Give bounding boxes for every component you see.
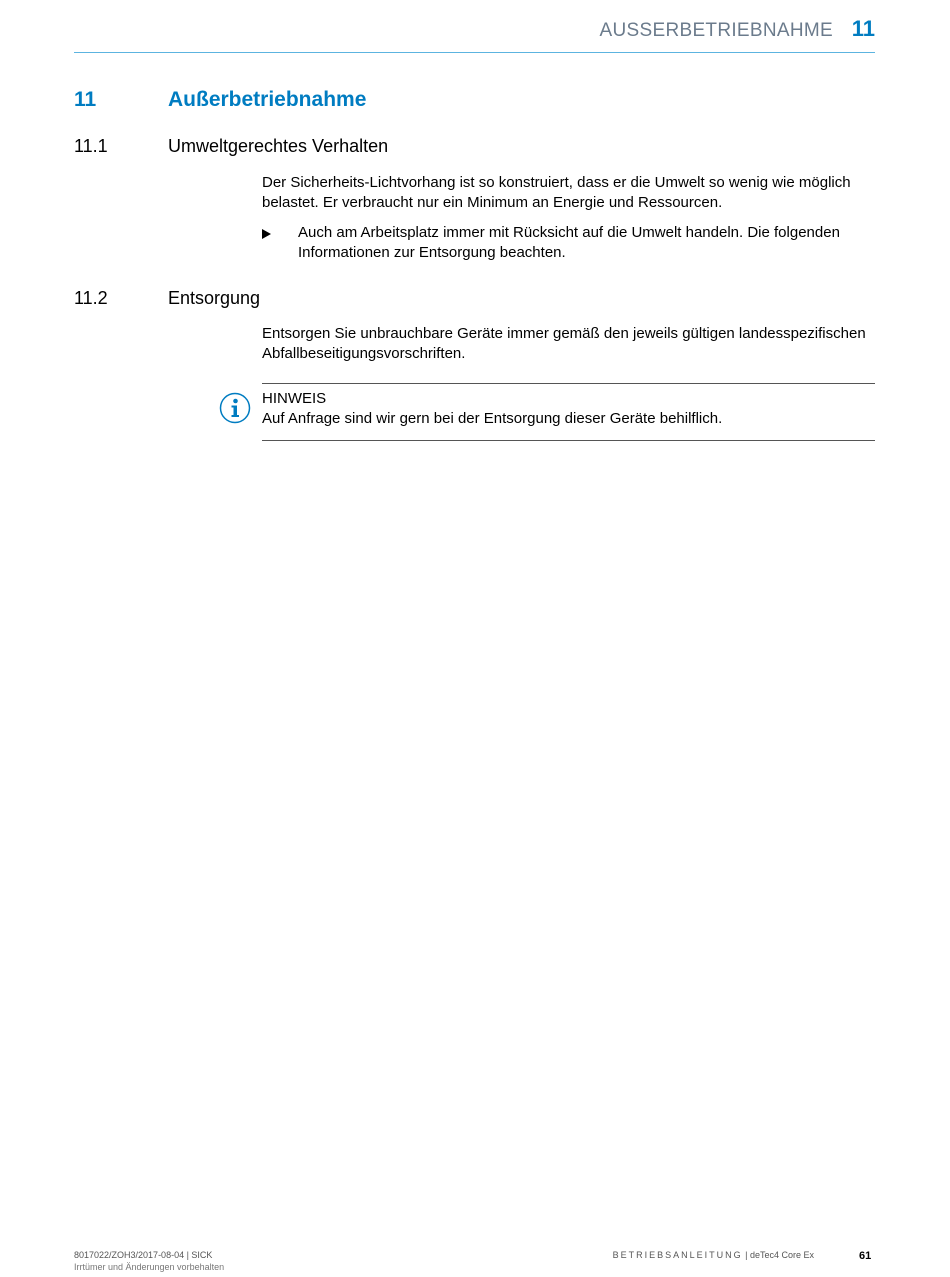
header-section-title: AUSSERBETRIEBNAHME (599, 20, 833, 41)
section-number: 11.1 (74, 136, 108, 156)
footer-disclaimer: Irrtümer und Änderungen vorbehalten (74, 1262, 225, 1272)
note-box (262, 383, 875, 441)
section-number: 11.2 (74, 288, 108, 308)
footer-doc-info (613, 1250, 814, 1260)
page-number: 61 (859, 1250, 872, 1262)
section-paragraph: Entsorgen Sie unbrauchbare Geräte immer gemäß den jeweils gültigen landesspezifischen Abfallbeseitigungsvorschriften. (262, 325, 866, 362)
page-header (74, 14, 875, 53)
footer-separator: | (742, 1250, 750, 1260)
info-icon (219, 392, 251, 424)
footer-product: deTec4 Core Ex (749, 1250, 814, 1260)
header-section-number: 11 (851, 16, 875, 41)
footer-doc-id: 8017022/ZOH3/2017-08-04 | SICK (74, 1250, 213, 1260)
section-title: Entsorgung (168, 288, 261, 308)
note-label: HINWEIS (262, 390, 327, 407)
bullet-text: Auch am Arbeitsplatz immer mit Rücksicht auf die Umwelt handeln. Die folgenden Informationen zur Entsorgung beachten. (298, 224, 840, 261)
bullet-triangle-icon (262, 229, 271, 239)
section-paragraph: Der Sicherheits-Lichtvorhang ist so konstruiert, dass er die Umwelt so wenig wie möglich belastet. Er verbraucht nur ein Minimum an Energie und Ressourcen. (262, 174, 851, 211)
note-text: Auf Anfrage sind wir gern bei der Entsorgung dieser Geräte behilflich. (262, 410, 723, 427)
footer-doc-type: BETRIEBSANLEITUNG (612, 1250, 743, 1260)
chapter-number: 11 (74, 88, 97, 111)
section-title: Umweltgerechtes Verhalten (168, 136, 389, 156)
chapter-title: Außerbetriebnahme (168, 88, 367, 111)
